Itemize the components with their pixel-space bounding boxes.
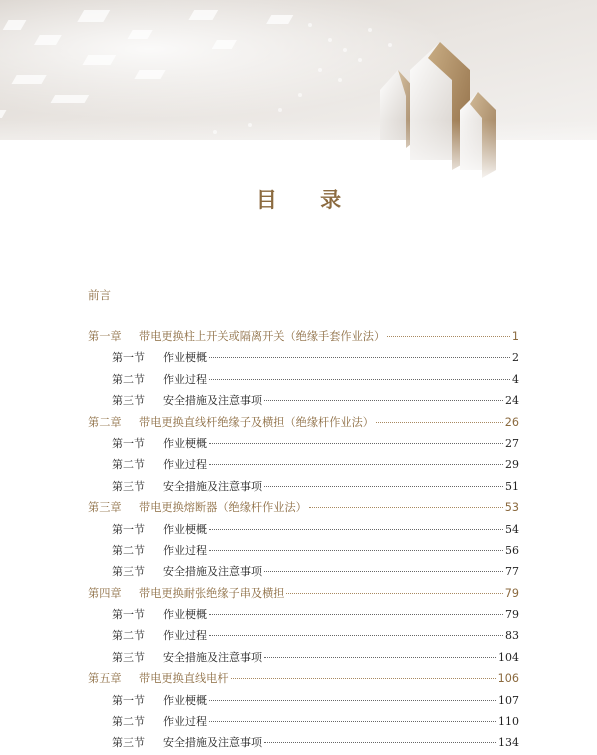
toc-page-number: 56 bbox=[505, 543, 519, 557]
toc-leader-dots bbox=[209, 550, 503, 551]
toc-entry-title: 作业过程 bbox=[163, 458, 207, 472]
table-of-contents bbox=[88, 326, 519, 754]
toc-page-number: 27 bbox=[505, 436, 519, 450]
toc-leader-dots bbox=[209, 721, 496, 722]
toc-entry-title: 安全措施及注意事项 bbox=[163, 650, 262, 664]
toc-page-number: 83 bbox=[505, 629, 519, 643]
toc-entry-number: 第一节 bbox=[112, 608, 145, 622]
toc-section-row bbox=[88, 390, 519, 411]
toc-page-number: 53 bbox=[504, 501, 519, 515]
toc-page-number: 26 bbox=[504, 415, 519, 429]
toc-page-number: 51 bbox=[505, 479, 519, 493]
toc-entry-title: 带电更换直线电杆 bbox=[139, 672, 229, 686]
toc-page-number: 77 bbox=[505, 565, 519, 579]
toc-chapter-row bbox=[88, 668, 519, 689]
toc-section-row bbox=[88, 369, 519, 390]
toc-entry-title: 带电更换熔断器（绝缘杆作业法） bbox=[139, 501, 307, 515]
toc-page-number: 1 bbox=[511, 330, 519, 343]
toc-section-row bbox=[88, 454, 519, 475]
toc-entry-number: 第三节 bbox=[112, 650, 145, 664]
toc-page-number: 107 bbox=[498, 693, 519, 707]
toc-section-row bbox=[88, 732, 519, 753]
toc-page-number: 110 bbox=[498, 715, 519, 729]
toc-entry-number: 第五章 bbox=[88, 672, 122, 686]
toc-leader-dots bbox=[209, 635, 503, 636]
toc-leader-dots bbox=[387, 336, 510, 337]
toc-page-number: 106 bbox=[497, 672, 519, 686]
toc-section-row bbox=[88, 561, 519, 582]
toc-leader-dots bbox=[264, 742, 496, 743]
toc-entry-title: 安全措施及注意事项 bbox=[163, 736, 262, 750]
toc-section-row bbox=[88, 690, 519, 711]
toc-entry-title: 作业过程 bbox=[163, 715, 207, 729]
toc-entry-number: 第三节 bbox=[112, 565, 145, 579]
toc-leader-dots bbox=[209, 464, 503, 465]
toc-entry-number: 第二节 bbox=[112, 543, 145, 557]
toc-entry-title: 安全措施及注意事项 bbox=[163, 479, 262, 493]
toc-entry-title: 作业梗概 bbox=[163, 522, 207, 536]
toc-entry-number: 第一章 bbox=[88, 330, 122, 343]
toc-entry-number: 第二节 bbox=[112, 629, 145, 643]
toc-entry-number: 第一节 bbox=[112, 693, 145, 707]
toc-entry-number: 第一节 bbox=[112, 351, 145, 365]
toc-page-number: 24 bbox=[505, 394, 519, 408]
toc-page-number: 2 bbox=[512, 351, 519, 365]
toc-section-row bbox=[88, 540, 519, 561]
page-title: 目 录 bbox=[255, 188, 360, 212]
toc-leader-dots bbox=[209, 700, 496, 701]
toc-entry-title: 作业梗概 bbox=[163, 436, 207, 450]
toc-leader-dots bbox=[209, 614, 503, 615]
toc-entry-title: 作业梗概 bbox=[163, 351, 207, 365]
toc-section-row bbox=[88, 519, 519, 540]
toc-leader-dots bbox=[264, 486, 503, 487]
toc-entry-number: 第三章 bbox=[88, 501, 122, 515]
toc-section-row bbox=[88, 476, 519, 497]
toc-entry-number: 第二节 bbox=[112, 372, 145, 386]
toc-entry-title: 作业过程 bbox=[163, 629, 207, 643]
toc-leader-dots bbox=[209, 357, 510, 358]
preface-entry: 前言 bbox=[88, 288, 111, 302]
toc-page-number: 79 bbox=[504, 586, 519, 600]
toc-leader-dots bbox=[264, 571, 503, 572]
toc-entry-number: 第一节 bbox=[112, 436, 145, 450]
toc-leader-dots bbox=[264, 400, 503, 401]
toc-entry-number: 第三节 bbox=[112, 736, 145, 750]
toc-chapter-row bbox=[88, 497, 519, 518]
toc-chapter-row bbox=[88, 326, 519, 347]
toc-section-row bbox=[88, 433, 519, 454]
toc-leader-dots bbox=[309, 507, 503, 508]
toc-entry-number: 第三节 bbox=[112, 479, 145, 493]
toc-entry-number: 第三节 bbox=[112, 394, 145, 408]
toc-section-row bbox=[88, 604, 519, 625]
toc-entry-title: 带电更换耐张绝缘子串及横担 bbox=[139, 586, 285, 600]
toc-page-number: 134 bbox=[498, 736, 519, 750]
toc-entry-number: 第二节 bbox=[112, 458, 145, 472]
toc-leader-dots bbox=[264, 657, 496, 658]
toc-entry-number: 第二章 bbox=[88, 415, 122, 429]
toc-entry-title: 作业梗概 bbox=[163, 693, 207, 707]
toc-entry-title: 安全措施及注意事项 bbox=[163, 394, 262, 408]
toc-entry-title: 带电更换柱上开关或隔离开关（绝缘手套作业法） bbox=[139, 330, 386, 343]
toc-chapter-row bbox=[88, 412, 519, 433]
toc-entry-title: 安全措施及注意事项 bbox=[163, 565, 262, 579]
toc-page-number: 54 bbox=[505, 522, 519, 536]
toc-entry-title: 作业过程 bbox=[163, 543, 207, 557]
toc-leader-dots bbox=[209, 379, 510, 380]
toc-entry-number: 第四章 bbox=[88, 586, 122, 600]
header-banner bbox=[0, 0, 597, 185]
toc-leader-dots bbox=[376, 422, 503, 423]
toc-leader-dots bbox=[209, 443, 503, 444]
toc-section-row bbox=[88, 647, 519, 668]
toc-chapter-row bbox=[88, 583, 519, 604]
toc-entry-number: 第一节 bbox=[112, 522, 145, 536]
toc-leader-dots bbox=[209, 529, 503, 530]
toc-leader-dots bbox=[231, 678, 496, 679]
toc-page-number: 29 bbox=[505, 458, 519, 472]
toc-entry-title: 作业梗概 bbox=[163, 608, 207, 622]
toc-section-row bbox=[88, 625, 519, 646]
toc-entry-title: 带电更换直线杆绝缘子及横担（绝缘杆作业法） bbox=[139, 415, 374, 429]
toc-entry-number: 第二节 bbox=[112, 715, 145, 729]
toc-entry-title: 作业过程 bbox=[163, 372, 207, 386]
toc-page-number: 79 bbox=[505, 608, 519, 622]
toc-leader-dots bbox=[286, 593, 502, 594]
toc-section-row bbox=[88, 347, 519, 368]
toc-section-row bbox=[88, 711, 519, 732]
toc-page-number: 4 bbox=[512, 372, 519, 386]
toc-page-number: 104 bbox=[498, 650, 519, 664]
